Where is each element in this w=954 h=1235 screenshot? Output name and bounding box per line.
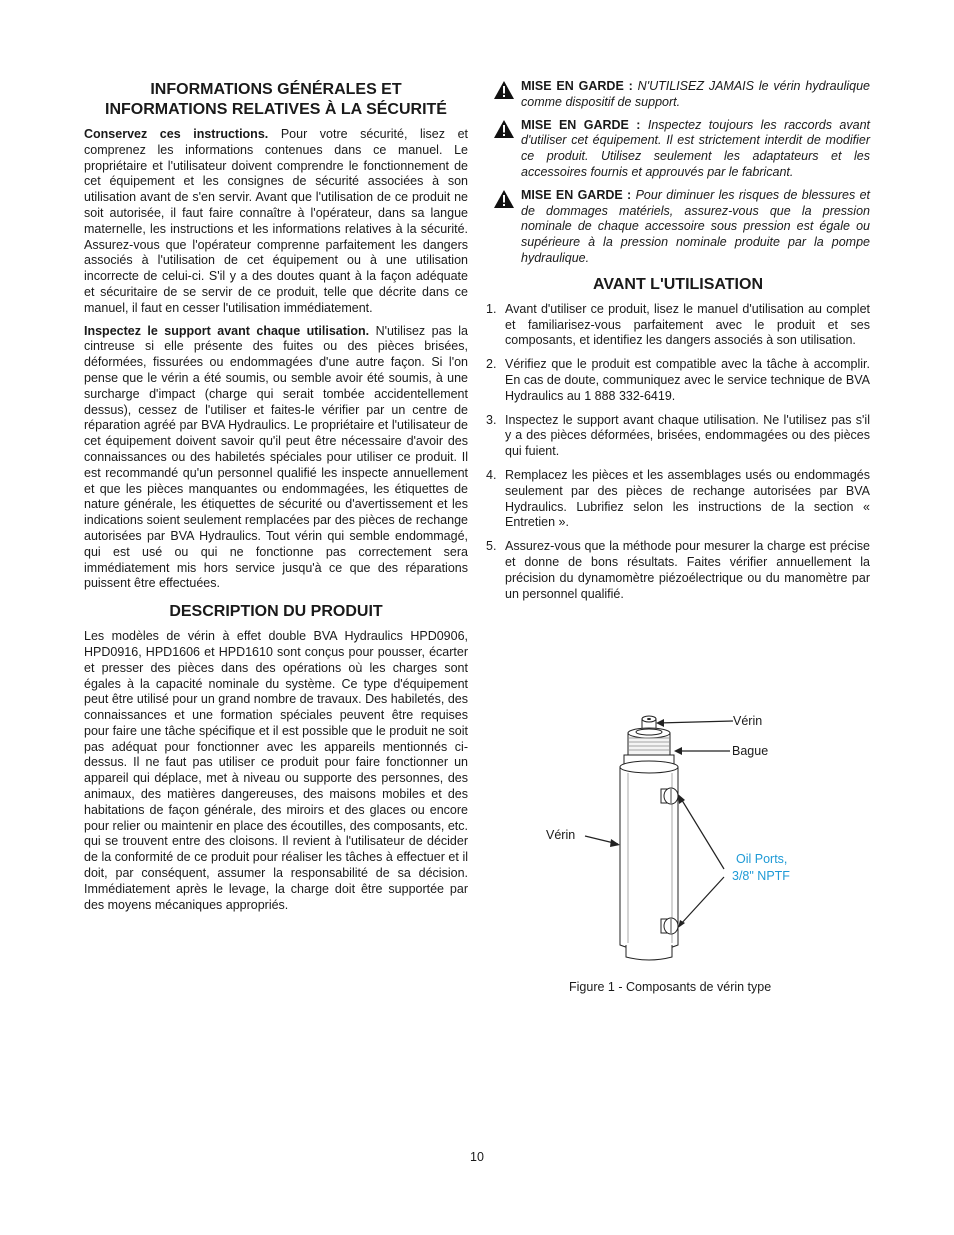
step-text: Vérifiez que le produit est compatible avec la tâche à accomplir. En cas de doute, communiquez avec le service technique de BVA Hydraulics au 1 888 332-6419. (505, 357, 870, 403)
paragraph-inspect-support (84, 324, 468, 593)
heading-line-2: INFORMATIONS RELATIVES À LA SÉCURITÉ (105, 101, 447, 118)
heading-product-description: DESCRIPTION DU PRODUIT (169, 603, 383, 621)
oil-port-top (661, 788, 678, 804)
cylinder-top-edge (620, 761, 678, 773)
plunger-face (636, 729, 662, 735)
warning-block-1 (486, 79, 870, 111)
paragraph-text: N'utilisez pas la cintreuse si elle présente des fuites ou des pièces brisées, déformées, fissurées ou endommagées d'une autre façon. Si l'on pense que le vérin a été soumis, ou semble avoir été soumis, à une surcharge d'impact (charge qui serait tombée accidentellement dessus), cessez de l'utiliser et faites-le vérifier par un centre de réparation agréé par BVA Hydraulics. Le propriétaire et l'utilisateur de cet équipement doivent savoir qu'il peut être nécessaire d'avoir des connaissances ou des habiletés spéciales pour utiliser ce produit. Il est recommandé qu'un personnel qualifié les inspecte annuellement et que les pièces manquantes ou endommagées, les étiquettes de nature générale, les étiquettes de sécurité ou d'avertissement et les indications soient seulement remplacées par des pièces de rechange autorisées par BVA Hydraulics. Tout vérin qui semble endommagé, qui est usé ou qui ne fonctionne pas correctement sera immédiatement mis hors service jusqu'à ce que des réparations puissent être effectuées. (84, 323, 468, 591)
paragraph-text: Pour votre sécurité, lisez et comprenez les informations contenues dans ce manuel. Le propriétaire et l'utilisateur doivent comprendre le fonctionnement de cet équipement et les consignes de sécurité associées à son utilisation avant de s'en servir. Avant que l'utilisation de ce produit ne soit autorisée, il faut faire connaître à l'opérateur, dans sa langue maternelle, les instructions et les informations relatives à la sécurité. Assurez-vous que l'opérateur comprenne parfaitement les dangers associés à l'utilisation de cet équipement ou à une utilisation incorrecte de celui-ci. S'il y a des doutes quant à la façon adéquate et sécuritaire de se servir de ce produit, telle que décrite dans ce manuel, il faut en cesser l'utilisation immédiatement. (84, 127, 469, 315)
label-oil-ports-line1: Oil Ports, (736, 852, 788, 866)
step-number: 5. (486, 539, 497, 554)
list-item (486, 539, 870, 602)
step-text: Avant d'utiliser ce produit, lisez le manuel d'utilisation au complet et familiarisez-vous parfaitement avec le produit et ses composants, et identifiez les dangers associés à son utilisation. (505, 301, 870, 348)
heading-general-info (84, 80, 468, 120)
oil-port-bottom (661, 918, 678, 934)
bold-lead: Inspectez le support avant chaque utilisation. (84, 323, 370, 338)
step-number: 2. (486, 357, 497, 372)
warning-body: N'UTILISEZ JAMAIS le vérin hydraulique comme dispositif de support. (521, 79, 870, 109)
warning-icon (494, 81, 514, 99)
list-item (486, 413, 870, 460)
step-number: 4. (486, 467, 497, 482)
paragraph-keep-instructions (84, 127, 468, 317)
right-column (486, 79, 870, 610)
warning-text (521, 188, 870, 267)
warning-text (521, 118, 870, 181)
warning-label: MISE EN GARDE : (521, 79, 633, 93)
cylinder-figure (540, 705, 840, 1005)
warning-label: MISE EN GARDE : (521, 117, 641, 132)
warning-block-3 (486, 188, 870, 267)
cylinder-base (626, 945, 672, 960)
list-item (486, 357, 870, 404)
heading-line-1: INFORMATIONS GÉNÉRALES ET (150, 81, 402, 98)
warning-icon (494, 120, 514, 138)
page-number: 10 (470, 1150, 484, 1164)
step-text: Assurez-vous que la méthode pour mesurer la charge est précise et donne de bons résultats. Faites vérifier annuellement la précision du dynamomètre piézoélectrique ou du manomètre par un personnel qualifié. (505, 539, 870, 601)
paragraph-product-description: Les modèles de vérin à effet double BVA Hydraulics HPD0906, HPD0916, HPD1606 et HPD1610 sont conçus pour pousser, écarter et presser des pièces dans des opérations où les charges sont égales à la capacité nominale du système. Ce type d'équipement peut être utilisé pour un grand nombre de travaux. Des habiletés, des connaissances et une formation spéciales peuvent être requises pour faire une tâche spécifique et il est possible que le produit ne soit pas adéquat pour fonctionner avec les appareils mentionnés ci-dessus. Il ne faut pas utiliser ce produit pour faire fonctionner un appareil qui déplace, met à niveau ou supporte des personnes, des animaux, des matières dangereuses, des maisons mobiles et des habitations de façon générale, des miroirs et des glaces ou encore pour relier ou maintenir en place des écoutilles, des composants, etc. qui se trouvent entre des cloisons. Il revient à l'utilisateur de décider de la conformité de ce produit pour réaliser les tâches à effectuer et il doit, par conséquent, assumer la responsabilité de sa décision. Immédiatement après le levage, la charge doit être supportée par des moyens mécaniques appropriés. (84, 629, 468, 912)
plunger-hole (647, 718, 651, 720)
before-use-steps (486, 302, 870, 603)
label-bague: Bague (732, 744, 769, 758)
step-number: 1. (486, 301, 497, 316)
step-text: Remplacez les pièces et les assemblages usés ou endommagés seulement par des pièces de rechange autorisées par BVA Hydraulics. Lubrifiez selon les instructions de la section « Entretien ». (505, 467, 870, 530)
bold-lead: Conservez ces instructions. (84, 127, 269, 141)
warning-body: Pour diminuer les risques de blessures et de dommages matériels, assurez-vous que la pression nominale de chaque accessoire sous pression est égale ou supérieure à la pression nominale produite par la pompe hydraulique. (521, 187, 870, 265)
label-verin-top: Vérin (733, 714, 763, 728)
list-item (486, 468, 870, 531)
left-column (84, 80, 468, 920)
label-verin-side: Vérin (546, 828, 576, 842)
warning-icon (494, 190, 514, 208)
step-text: Inspectez le support avant chaque utilisation. Ne l'utilisez pas s'il y a des pièces déformées, brisées, endommagées ou des pièces qui fuient. (505, 412, 870, 459)
warning-block-2 (486, 118, 870, 181)
warning-text (521, 79, 870, 111)
warning-label: MISE EN GARDE : (521, 187, 632, 202)
list-item (486, 302, 870, 349)
label-oil-ports-line2: 3/8" NPTF (732, 869, 790, 883)
heading-before-use: AVANT L'UTILISATION (592, 275, 763, 293)
figure-caption: Figure 1 - Composants de vérin type (569, 980, 772, 994)
warning-body: Inspectez toujours les raccords avant d'utiliser cet équipement. Il est strictement interdit de modifier ce produit. Utilisez seulement les adaptateurs et les accessoires fournis et approuvés par le fabricant. (521, 117, 870, 179)
step-number: 3. (486, 412, 497, 427)
